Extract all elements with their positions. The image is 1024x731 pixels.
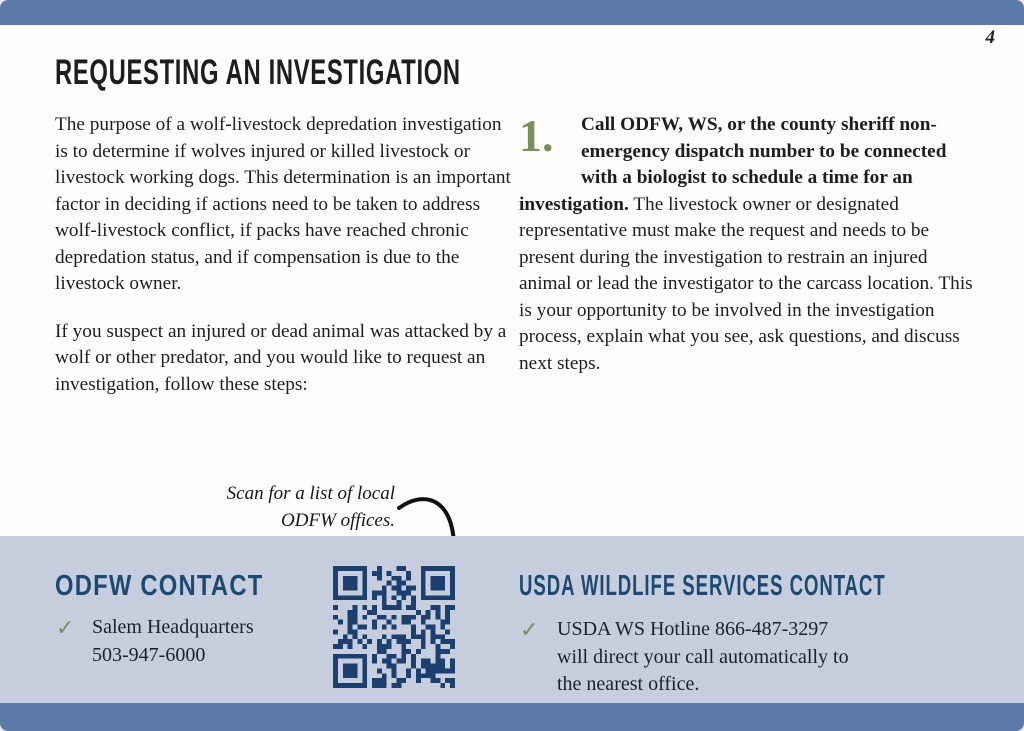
step-1-number: 1.	[519, 110, 554, 161]
step-1-paragraph	[519, 112, 982, 377]
qr-caption-line-1: Scan for a list of local	[226, 483, 395, 504]
step-1-bold-text: Call ODFW, WS, or the county sheriff non-emergency dispatch number to be connected with a biologist to schedule a time for an investigation.	[519, 114, 947, 215]
intro-paragraph-2: If you suspect an injured or dead animal was attacked by a wolf or other predator, and you would like to request an investigation, follow these steps:	[55, 320, 507, 395]
checkmark-icon: ✓	[520, 618, 539, 643]
usda-contact-line-3: the nearest office.	[557, 673, 700, 695]
top-bar	[0, 0, 1024, 25]
intro-column	[55, 112, 517, 419]
page-title-text: REQUESTING AN INVESTIGATION	[55, 53, 461, 92]
bottom-bar	[0, 703, 1024, 731]
qr-caption	[140, 480, 395, 534]
page-number: 4	[985, 27, 995, 48]
usda-contact-line-2: will direct your call automatically to	[557, 645, 849, 668]
odfw-contact-info	[92, 614, 254, 669]
odfw-contact-line-2: 503-947-6000	[92, 643, 206, 666]
qr-caption-line-2: ODFW offices.	[281, 510, 395, 531]
odfw-contact-heading: ODFW CONTACT	[55, 570, 264, 602]
step-1	[519, 112, 982, 377]
step-1-body-text: The livestock owner or designated representative must make the request and needs to be present during the investigation to restrain an injured animal or lead the investigator to the carcass location. This is your opportunity to be involved in the investigation process, explain what you see, ask questions, and discuss next steps.	[519, 193, 973, 374]
usda-contact-info	[557, 616, 849, 699]
checkmark-icon: ✓	[56, 616, 75, 641]
usda-contact-heading: USDA WILDLIFE SERVICES CONTACT	[519, 570, 886, 602]
page-title	[55, 53, 652, 93]
qr-code	[333, 566, 455, 688]
odfw-contact-line-1: Salem Headquarters	[92, 616, 254, 638]
usda-contact-line-1: USDA WS Hotline 866-487-3297	[557, 618, 829, 640]
intro-paragraph-1: The purpose of a wolf-livestock depredation investigation is to determine if wolves injured or killed livestock or livestock working dogs. This determination is an important factor in deciding if actions need to be taken to address wolf-livestock conflict, if packs have reached chronic depredation status, and if compensation is due to the livestock owner.	[55, 114, 511, 294]
